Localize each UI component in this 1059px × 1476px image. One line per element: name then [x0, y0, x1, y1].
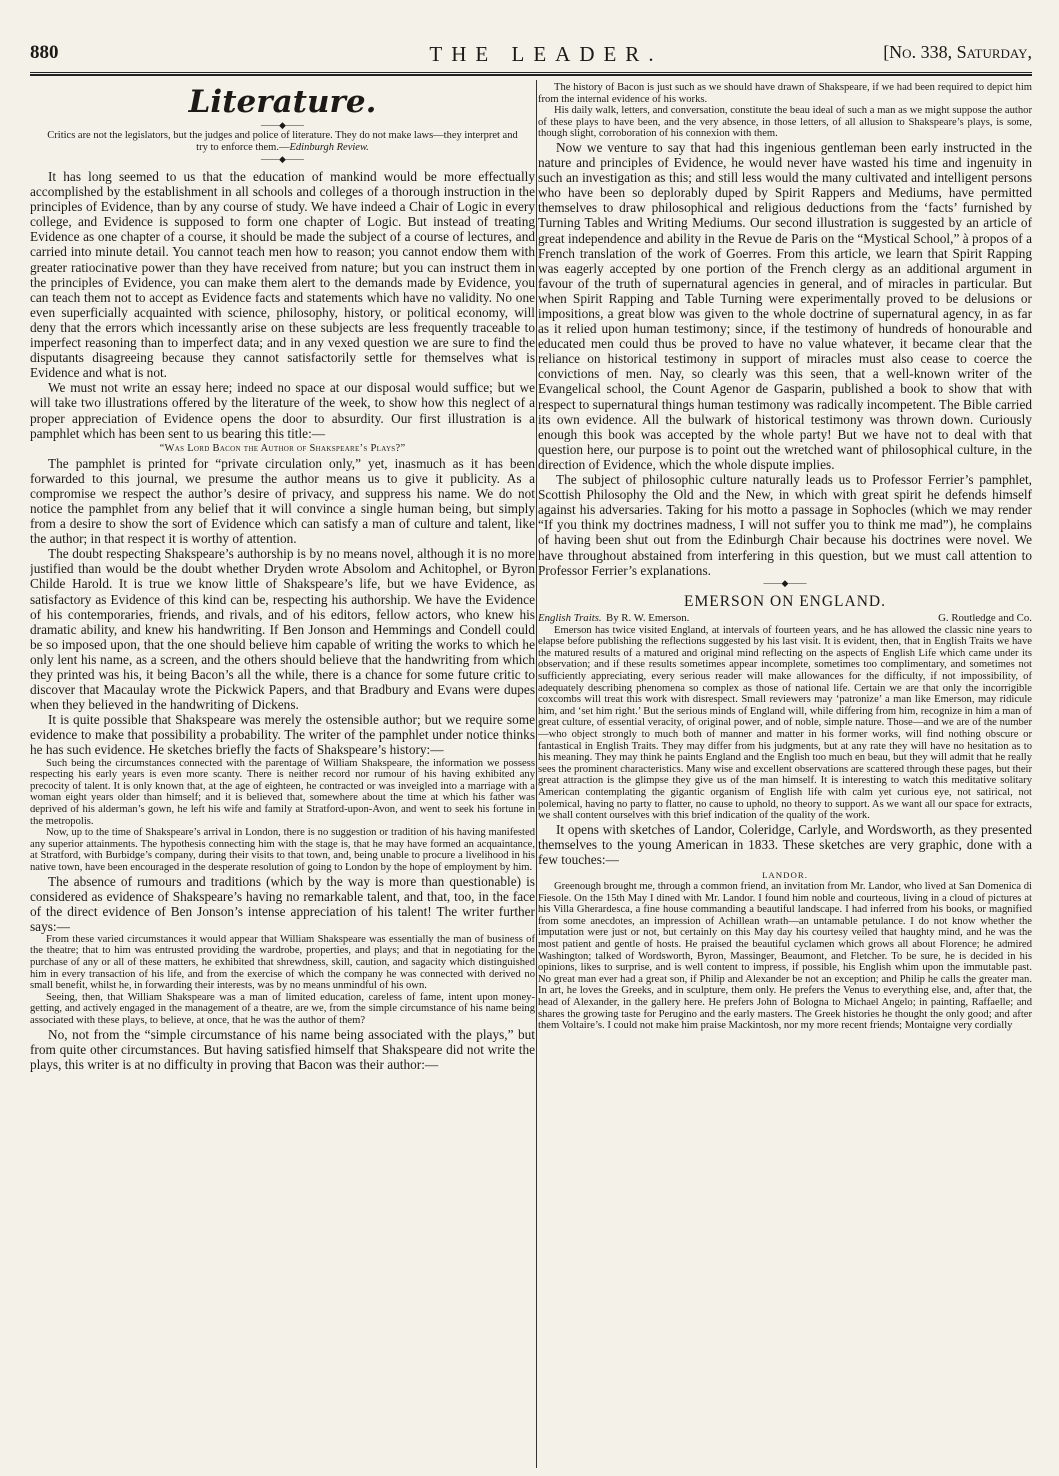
paragraph: It has long seemed to us that the education of mankind would be more effectually accomplished by the establishment in all schools and colleges of a thorough instruction in the principles of Evidence, than by any course of study. We have indeed a Chair of Logic in every college, and Evidence is supposed to form one chapter of Logic. But instead of treating Evidence as one chapter of a course, it should be made the subject of a course of lectures, and carried into minute detail. You cannot teach men how to reason; you cannot endow them with greater ratiocinative power than they have received from nature; but you can instruct them in the principles of Evidence, you can make them alert to the demands made by Evidence, you can teach them not to accept as Evidence facts and statements which have no validity. No one even superficially acquainted with science, philosophy, history, or political economy, will deny that the errors which incessantly arise on these subjects are less frequently traceable to imperfect reasoning than to imperfect data; and in any vexed question we are sure to find the disputants disagreeing because they cannot satisfactorily settle for themselves what is Evidence and what is not.	[30, 169, 535, 381]
review-paragraph: Emerson has twice visited England, at intervals of fourteen years, and he has allowed the classic nine years to elapse before publishing the reflections suggested by his last visit. It is evident, then, that in English Traits we have the matured results of a matured and original mind reflecting on the aspects of English Life which came under its observation; and if these results sometimes appear incomplete, sometimes too complimentary, and sometimes not sufficiently appreciating, every serious reader will make allowances for the difficulty, if not impossibility, of adequately describing phenomena so complex as those of national life. Certain we are that only the incorrigible coxcombs will treat this work with disrespect. Small reviewers may ‘patronize’ a man like Emerson, may ridicule him, and ‘set him right.’ But the serious minds of England will, while differing from him, recognize in him a man of great culture, of essential veracity, of original power, and of noble, simple nature. Those—and we are of the number—who object strongly to much both of manner and matter in his former works, will find nothing obscure or fantastical in English Traits. They may differ from his judgments, but at any rate they will have no hesitation as to his meaning. They may think he paints England and the English too much en beau, but they will admit that he really sees the prominent characteristics. Many wise and excellent observations are scattered through these pages, but their great attraction is the glimpse they give us of the man himself. It is interesting to watch this meditative solitary American contemplating the gigantic organism of English life with calm yet curious eye, not satirical, not polemical, having no party to flatter, no cause to uphold, no theory to support. As we want all our space for extracts, we shall content ourselves with this brief indication of the quality of the work.	[538, 624, 1032, 822]
quoted-extract: The history of Bacon is just such as we should have drawn of Shakspeare, if we had been required to depict him from the internal evidence of his works.	[538, 82, 1032, 105]
page-header	[30, 42, 1032, 70]
paragraph: We must not write an essay here; indeed no space at our disposal would suffice; but we will take two illustrations offered by the literature of the week, to show how this neglect of a proper appreciation of Evidence opens the door to absurdity. Our first illustration is a pamphlet which has been sent to us bearing this title:—	[30, 380, 535, 441]
epigraph-source: Edinburgh Review.	[289, 142, 369, 153]
right-column	[538, 82, 1032, 1466]
paragraph: It is quite possible that Shakspeare was merely the ostensible author; but we require some evidence to make that possibility a probability. The writer of the pamphlet under notice thinks he has such evidence. He sketches briefly the facts of Shakspeare’s history:—	[30, 712, 535, 758]
quoted-extract: Now, up to the time of Shakspeare’s arrival in London, there is no suggestion or tradition of his having manifested any superior attainments. The hypothesis connecting him with the stage is, that he may have formed an acquaintance, at Stratford, with Burbidge’s company, during their visits to that town, and, being unable to procure a livelihood in his native town, have been encouraged in the desperate resolution of going to London by the hope of employment by him.	[30, 827, 535, 873]
quoted-extract: From these varied circumstances it would appear that William Shakspeare was essentially the man of business of the theatre; that to him was entrusted providing the wardrobe, properties, and plays; and that in negotiating for the purchase of any or all of these matters, he exhibited that shrewdness, skill, caution, and sagacity which distinguished him in every transaction of his life, and from the exercise of which the company he was connected with derived no small benefit, whilst he, in forwarding their interests, was by no means unmindful of his own.	[30, 933, 535, 992]
book-publisher: G. Routledge and Co.	[938, 611, 1032, 624]
ornament: ——◆——	[261, 120, 304, 130]
extract-heading: LANDOR.	[762, 870, 808, 881]
book-title: English Traits.	[538, 611, 602, 624]
header-rule	[30, 72, 1032, 76]
book-citation	[538, 612, 1032, 625]
quoted-extract: Such being the circumstances connected with the parentage of William Shakspeare, the information we possess respecting his early years is even more scanty. There is neither record nor rumour of his having exhibited any precocity of talent. It is only known that, at the age of eighteen, he contracted or was inveigled into a marriage with a woman eight years older than himself; and it is believed that, somewhere about the time at which his father was deprived of his alderman’s gown, he left his wife and family at Stratford-upon-Avon, and went to seek his fortune in the metropolis.	[30, 757, 535, 827]
paragraph: No, not from the “simple circumstance of his name being associated with the plays,” but from quite other circumstances. But having satisfied himself that Shakspeare did not write the plays, this writer is at no difficulty in proving that Bacon was their author:—	[30, 1026, 535, 1072]
paragraph: The absence of rumours and traditions (which by the way is more than questionable) is considered as evidence of Shakspeare’s having no remarkable talent, and that, too, in the face of the direct evidence of Ben Jonson’s intense appreciation of his talent! The writer further says:—	[30, 873, 535, 934]
ornament: ——◆——	[261, 154, 304, 164]
paragraph: The pamphlet is printed for “private circulation only,” yet, inasmuch as it has been forwarded to this journal, we presume the author means us to give it publicity. As a compromise we respect the author’s desire of privacy, and suppress his name. We do not notice the pamphlet from any belief that it will convince a single human being, but simply from a desire to show the sort of Evidence which can satisfy a man of culture and talent, like the author; in that respect it is worthy of attention.	[30, 455, 535, 547]
paragraph: The subject of philosophic culture naturally leads us to Professor Ferrier’s pamphlet, Scottish Philosophy the Old and the New, in which with great spirit he defends himself against his adversaries. Taking for his motto a passage in Sophocles (which we may render “If you think my doctrines madness, I will not suffer you to think me mad”), he complains of having been shut out from the Edinburgh Chair because his doctrines were novel. We have throughout abstained from interfering in this question, but we must call attention to Professor Ferrier’s explanations.	[538, 472, 1032, 578]
section-title: Literature.	[188, 84, 377, 120]
article-heading: EMERSON ON ENGLAND.	[684, 592, 886, 610]
page-number: 880	[30, 42, 59, 63]
quoted-extract: His daily walk, letters, and conversation, constitute the beau ideal of such a man as we might suppose the author of these plays to have been, and the very absence, in those letters, of all allusion to Shakspeare’s plays, is some, though slight, corroboration of his connexion with them.	[538, 105, 1032, 140]
book-author: By R. W. Emerson.	[606, 611, 690, 624]
quoted-extract: Seeing, then, that William Shakspeare was a man of limited education, careless of fame, intent upon money-getting, and actively engaged in the management of a theatre, are we, from the simple circumstance of his name being associated with these plays, to believe, at once, that he was the author of them?	[30, 991, 535, 1027]
epigraph-text: Critics are not the legislators, but the judges and police of literature. They do not make laws—they interpret and try to enforce them.—	[47, 130, 518, 153]
paragraph: The doubt respecting Shakspeare’s authorship is by no means novel, although it is no more justified than would be the doubt whether Dryden wrote Absolom and Achitophel, or Byron Childe Harold. It is true we know little of Shakspeare’s life, but we have Evidence, as satisfactory as Evidence of this kind can be, respecting his authorship. We have the Evidence of his contemporaries, friends, and rivals, and of his editors, fellow actors, who knew his dramatic ability, and knew his handwriting. If Ben Jonson and Hemmings and Condell could be so imposed upon, that the one should believe him capable of writing the works to which he only lent his name, as a screen, and the others should believe that the handwriting from which they printed was his, it being Bacon’s all the while, there is a chance for some future critic to discover that Macaulay wrote the Pickwick Papers, and that Bradbury and Evans were dupes when they believed in the handwriting of Dickens.	[30, 546, 535, 713]
ornament: ——◆——	[763, 577, 807, 588]
column-divider	[536, 80, 537, 1468]
paragraph: It opens with sketches of Landor, Coleridge, Carlyle, and Wordsworth, as they presented themselves to the young American in 1833. These sketches are very graphic, done with a few touches:—	[538, 821, 1032, 867]
left-column	[30, 82, 535, 1466]
epigraph	[30, 130, 535, 154]
quoted-extract: Greenough brought me, through a common friend, an invitation from Mr. Landor, who lived at San Domenica di Fiesole. On the 15th May I dined with Mr. Landor. I found him noble and courteous, living in a cloud of pictures at his Villa Gherardesca, a fine house commanding a beautiful landscape. I had inferred from his books, or magnified from some anecdotes, an impression of Achillean wrath—an untamable petulance. I do not know whether the imputation were just or not, but certainly on this May day his courtesy veiled that haughty mind, and he was the most patient and gentle of hosts. He praised the beautiful cyclamen which grows all about Florence; he admired Washington; talked of Wordsworth, Byron, Massinger, Beaumont, and Fletcher. To be sure, he is decided in his opinions, likes to surprise, and is well content to impress, if possible, his English whim upon the immutable past. No great man ever had a great son, if Philip and Alexander be not an exception; and Philip he calls the greater man. In art, he loves the Greeks, and in sculpture, them only. He prefers the Venus to everything else, and, after that, the head of Alexander, in the gallery here. He prefers John of Bologna to Michael Angelo; in painting, Raffaelle; and shares the growing taste for Perugino and the early masters. The Greek histories he thought the only good; and after them Voltaire’s. I could not make him praise Mackintosh, nor my more recent friends; Montaigne very cordially	[538, 881, 1032, 1032]
masthead: THE LEADER.	[429, 42, 663, 66]
paragraph: Now we venture to say that had this ingenious gentleman been early instructed in the nature and principles of Evidence, he would never have wasted his time and ingenuity in such an investigation as this; and still less would the many cultivated and intelligent persons who have been so deplorably duped by Spirit Rappers and Mediums, have permitted themselves to draw philosophical and religious deductions from the ‘facts’ furnished by Turning Tables and Writing Mediums. Our second illustration is suggested by an article of great independence and ability in the Revue de Paris on the “Mystical School,” à propos of a French translation of the work of Goerres. From this article, we learn that Spirit Rapping was eagerly accepted by one portion of the French clergy as an additional argument in favour of the truth of supernatural agencies in general, and of miracles in particular. But when Spirit Rapping and Table Turning were experimentally proved to be delusions or impositions, a great blow was given to the whole doctrine of supernatural agency, in as far as it relied upon human testimony; since, if the testimony of hundreds of honourable and educated men could thus be proved to have no value whatever, it became clear that the reliance on historical testimony in support of miracles must also cease to coerce the convictions of men. Nay, so clearly was this seen, that a well-known writer of the Evangelical school, the Count Agenor de Gasparin, published a book to show that with respect to supernatural things human testimony was radically incompetent. The Bible carried its own evidence. All the bulwark of historical testimony was thrown down. Curiously enough this book was accepted by the whole party! But we have not to deal with that question here, our purpose is to point out the wretched want of philosophical culture, in the direction of Evidence, which the whole dispute implies.	[538, 139, 1032, 472]
issue-number: [No. 338, Saturday,	[883, 42, 1032, 62]
pamphlet-title: “Was Lord Bacon the Author of Shakspeare’s Plays?”	[159, 442, 406, 454]
